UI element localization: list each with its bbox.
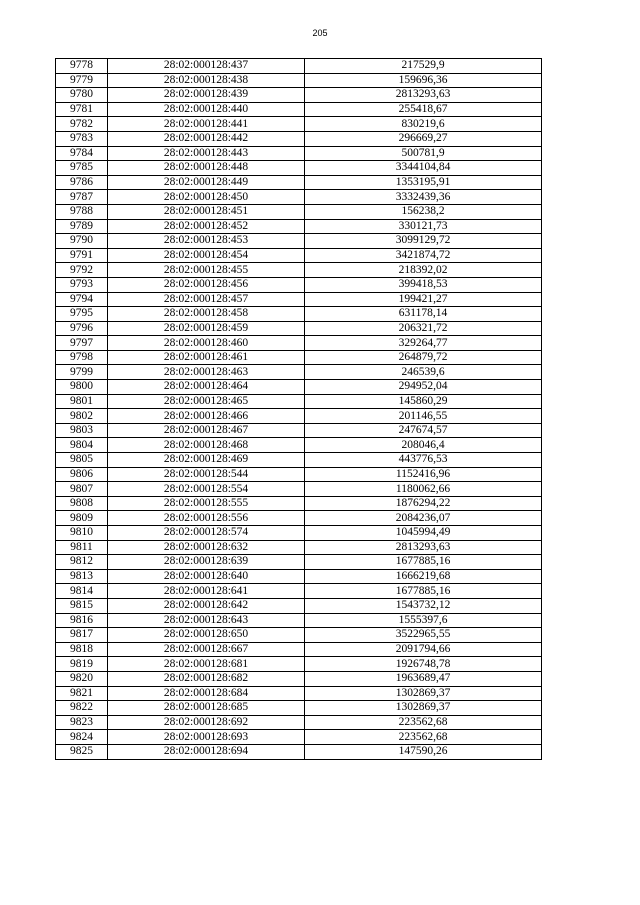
row-number-cell: 9815 xyxy=(56,598,108,613)
cadastral-number-cell: 28:02:000128:456 xyxy=(108,277,305,292)
cadastral-value-cell: 208046,4 xyxy=(305,438,542,453)
cadastral-value-cell: 830219,6 xyxy=(305,117,542,132)
table-row xyxy=(56,642,542,657)
cadastral-number-cell: 28:02:000128:458 xyxy=(108,307,305,322)
cadastral-number-cell: 28:02:000128:469 xyxy=(108,453,305,468)
cadastral-value-cell: 218392,02 xyxy=(305,263,542,278)
cadastral-number-cell: 28:02:000128:465 xyxy=(108,394,305,409)
cadastral-value-cell: 1180062,66 xyxy=(305,482,542,497)
cadastral-value-cell: 264879,72 xyxy=(305,350,542,365)
table-row xyxy=(56,671,542,686)
cadastral-number-cell: 28:02:000128:682 xyxy=(108,671,305,686)
cadastral-value-cell: 1045994,49 xyxy=(305,526,542,541)
cadastral-number-cell: 28:02:000128:574 xyxy=(108,526,305,541)
cadastral-value-cell: 223562,68 xyxy=(305,715,542,730)
table-row xyxy=(56,146,542,161)
table-row xyxy=(56,657,542,672)
table-row xyxy=(56,409,542,424)
table-row xyxy=(56,131,542,146)
table-row xyxy=(56,467,542,482)
cadastral-number-cell: 28:02:000128:642 xyxy=(108,598,305,613)
table-row xyxy=(56,321,542,336)
row-number-cell: 9792 xyxy=(56,263,108,278)
table-row xyxy=(56,380,542,395)
cadastral-value-cell: 2813293,63 xyxy=(305,540,542,555)
row-number-cell: 9789 xyxy=(56,219,108,234)
cadastral-value-cell: 223562,68 xyxy=(305,730,542,745)
cadastral-number-cell: 28:02:000128:643 xyxy=(108,613,305,628)
table-body xyxy=(56,59,542,760)
row-number-cell: 9818 xyxy=(56,642,108,657)
cadastral-number-cell: 28:02:000128:639 xyxy=(108,555,305,570)
row-number-cell: 9824 xyxy=(56,730,108,745)
cadastral-value-cell: 1963689,47 xyxy=(305,671,542,686)
table-row xyxy=(56,277,542,292)
table-row xyxy=(56,511,542,526)
cadastral-value-cell: 246539,6 xyxy=(305,365,542,380)
table-row xyxy=(56,73,542,88)
row-number-cell: 9822 xyxy=(56,701,108,716)
table-row xyxy=(56,569,542,584)
cadastral-value-cell: 3099129,72 xyxy=(305,234,542,249)
cadastral-number-cell: 28:02:000128:443 xyxy=(108,146,305,161)
cadastral-number-cell: 28:02:000128:437 xyxy=(108,59,305,74)
cadastral-value-cell: 399418,53 xyxy=(305,277,542,292)
cadastral-number-cell: 28:02:000128:451 xyxy=(108,204,305,219)
cadastral-value-cell: 217529,9 xyxy=(305,59,542,74)
row-number-cell: 9799 xyxy=(56,365,108,380)
cadastral-value-cell: 1677885,16 xyxy=(305,584,542,599)
row-number-cell: 9816 xyxy=(56,613,108,628)
cadastral-value-table xyxy=(55,58,542,760)
cadastral-number-cell: 28:02:000128:441 xyxy=(108,117,305,132)
cadastral-value-cell: 329264,77 xyxy=(305,336,542,351)
cadastral-value-cell: 500781,9 xyxy=(305,146,542,161)
page-number: 205 xyxy=(312,28,328,38)
cadastral-number-cell: 28:02:000128:452 xyxy=(108,219,305,234)
cadastral-value-cell: 330121,73 xyxy=(305,219,542,234)
row-number-cell: 9821 xyxy=(56,686,108,701)
cadastral-number-cell: 28:02:000128:448 xyxy=(108,161,305,176)
table-row xyxy=(56,102,542,117)
cadastral-value-cell: 2813293,63 xyxy=(305,88,542,103)
table-row xyxy=(56,59,542,74)
table-row xyxy=(56,613,542,628)
cadastral-value-cell: 3332439,36 xyxy=(305,190,542,205)
row-number-cell: 9782 xyxy=(56,117,108,132)
cadastral-number-cell: 28:02:000128:632 xyxy=(108,540,305,555)
cadastral-number-cell: 28:02:000128:693 xyxy=(108,730,305,745)
row-number-cell: 9808 xyxy=(56,496,108,511)
row-number-cell: 9801 xyxy=(56,394,108,409)
cadastral-value-cell: 2084236,07 xyxy=(305,511,542,526)
cadastral-value-cell: 147590,26 xyxy=(305,744,542,759)
cadastral-number-cell: 28:02:000128:449 xyxy=(108,175,305,190)
table-row xyxy=(56,555,542,570)
cadastral-value-cell: 201146,55 xyxy=(305,409,542,424)
row-number-cell: 9788 xyxy=(56,204,108,219)
cadastral-number-cell: 28:02:000128:544 xyxy=(108,467,305,482)
row-number-cell: 9790 xyxy=(56,234,108,249)
cadastral-value-cell: 3344104,84 xyxy=(305,161,542,176)
row-number-cell: 9823 xyxy=(56,715,108,730)
table-row xyxy=(56,744,542,759)
table-row xyxy=(56,526,542,541)
cadastral-number-cell: 28:02:000128:556 xyxy=(108,511,305,526)
table-row xyxy=(56,263,542,278)
table-row xyxy=(56,423,542,438)
row-number-cell: 9800 xyxy=(56,380,108,395)
table-row xyxy=(56,234,542,249)
cadastral-number-cell: 28:02:000128:685 xyxy=(108,701,305,716)
table-row xyxy=(56,730,542,745)
row-number-cell: 9783 xyxy=(56,131,108,146)
cadastral-value-cell: 206321,72 xyxy=(305,321,542,336)
cadastral-number-cell: 28:02:000128:460 xyxy=(108,336,305,351)
cadastral-number-cell: 28:02:000128:667 xyxy=(108,642,305,657)
row-number-cell: 9797 xyxy=(56,336,108,351)
table-row xyxy=(56,453,542,468)
cadastral-value-cell: 247674,57 xyxy=(305,423,542,438)
row-number-cell: 9812 xyxy=(56,555,108,570)
table-row xyxy=(56,161,542,176)
table-row xyxy=(56,438,542,453)
cadastral-value-cell: 1543732,12 xyxy=(305,598,542,613)
cadastral-number-cell: 28:02:000128:464 xyxy=(108,380,305,395)
row-number-cell: 9791 xyxy=(56,248,108,263)
row-number-cell: 9796 xyxy=(56,321,108,336)
row-number-cell: 9785 xyxy=(56,161,108,176)
cadastral-number-cell: 28:02:000128:455 xyxy=(108,263,305,278)
cadastral-number-cell: 28:02:000128:454 xyxy=(108,248,305,263)
table-row xyxy=(56,394,542,409)
row-number-cell: 9781 xyxy=(56,102,108,117)
row-number-cell: 9817 xyxy=(56,628,108,643)
table-row xyxy=(56,307,542,322)
row-number-cell: 9809 xyxy=(56,511,108,526)
cadastral-value-cell: 296669,27 xyxy=(305,131,542,146)
row-number-cell: 9813 xyxy=(56,569,108,584)
table-row xyxy=(56,482,542,497)
row-number-cell: 9784 xyxy=(56,146,108,161)
row-number-cell: 9802 xyxy=(56,409,108,424)
cadastral-number-cell: 28:02:000128:692 xyxy=(108,715,305,730)
table-row xyxy=(56,540,542,555)
cadastral-value-cell: 1926748,78 xyxy=(305,657,542,672)
cadastral-value-cell: 1302869,37 xyxy=(305,686,542,701)
cadastral-number-cell: 28:02:000128:555 xyxy=(108,496,305,511)
row-number-cell: 9811 xyxy=(56,540,108,555)
cadastral-number-cell: 28:02:000128:554 xyxy=(108,482,305,497)
cadastral-number-cell: 28:02:000128:440 xyxy=(108,102,305,117)
cadastral-number-cell: 28:02:000128:466 xyxy=(108,409,305,424)
table-row xyxy=(56,190,542,205)
row-number-cell: 9794 xyxy=(56,292,108,307)
cadastral-number-cell: 28:02:000128:641 xyxy=(108,584,305,599)
cadastral-number-cell: 28:02:000128:467 xyxy=(108,423,305,438)
table-row xyxy=(56,88,542,103)
row-number-cell: 9793 xyxy=(56,277,108,292)
table-row xyxy=(56,336,542,351)
table-row xyxy=(56,598,542,613)
cadastral-value-cell: 1555397,6 xyxy=(305,613,542,628)
table-row xyxy=(56,175,542,190)
cadastral-number-cell: 28:02:000128:463 xyxy=(108,365,305,380)
cadastral-value-cell: 443776,53 xyxy=(305,453,542,468)
table-row xyxy=(56,117,542,132)
cadastral-value-cell: 159696,36 xyxy=(305,73,542,88)
cadastral-number-cell: 28:02:000128:468 xyxy=(108,438,305,453)
cadastral-number-cell: 28:02:000128:438 xyxy=(108,73,305,88)
row-number-cell: 9806 xyxy=(56,467,108,482)
cadastral-value-cell: 145860,29 xyxy=(305,394,542,409)
cadastral-value-cell: 631178,14 xyxy=(305,307,542,322)
cadastral-number-cell: 28:02:000128:694 xyxy=(108,744,305,759)
row-number-cell: 9803 xyxy=(56,423,108,438)
row-number-cell: 9795 xyxy=(56,307,108,322)
cadastral-value-cell: 1666219,68 xyxy=(305,569,542,584)
table-row xyxy=(56,584,542,599)
row-number-cell: 9807 xyxy=(56,482,108,497)
table-row xyxy=(56,248,542,263)
table-row xyxy=(56,365,542,380)
row-number-cell: 9787 xyxy=(56,190,108,205)
cadastral-value-cell: 3421874,72 xyxy=(305,248,542,263)
row-number-cell: 9805 xyxy=(56,453,108,468)
table-row xyxy=(56,496,542,511)
cadastral-value-cell: 1302869,37 xyxy=(305,701,542,716)
cadastral-number-cell: 28:02:000128:640 xyxy=(108,569,305,584)
row-number-cell: 9819 xyxy=(56,657,108,672)
cadastral-number-cell: 28:02:000128:442 xyxy=(108,131,305,146)
row-number-cell: 9798 xyxy=(56,350,108,365)
row-number-cell: 9779 xyxy=(56,73,108,88)
table-row xyxy=(56,628,542,643)
row-number-cell: 9820 xyxy=(56,671,108,686)
cadastral-number-cell: 28:02:000128:450 xyxy=(108,190,305,205)
cadastral-value-cell: 1677885,16 xyxy=(305,555,542,570)
cadastral-value-cell: 1152416,96 xyxy=(305,467,542,482)
table-row xyxy=(56,292,542,307)
cadastral-value-cell: 156238,2 xyxy=(305,204,542,219)
cadastral-value-cell: 255418,67 xyxy=(305,102,542,117)
cadastral-number-cell: 28:02:000128:439 xyxy=(108,88,305,103)
cadastral-value-cell: 2091794,66 xyxy=(305,642,542,657)
row-number-cell: 9804 xyxy=(56,438,108,453)
cadastral-number-cell: 28:02:000128:459 xyxy=(108,321,305,336)
row-number-cell: 9825 xyxy=(56,744,108,759)
table-row xyxy=(56,204,542,219)
table-row xyxy=(56,686,542,701)
row-number-cell: 9778 xyxy=(56,59,108,74)
cadastral-number-cell: 28:02:000128:650 xyxy=(108,628,305,643)
row-number-cell: 9810 xyxy=(56,526,108,541)
cadastral-value-cell: 294952,04 xyxy=(305,380,542,395)
row-number-cell: 9814 xyxy=(56,584,108,599)
row-number-cell: 9786 xyxy=(56,175,108,190)
cadastral-number-cell: 28:02:000128:681 xyxy=(108,657,305,672)
cadastral-value-cell: 3522965,55 xyxy=(305,628,542,643)
table-row xyxy=(56,350,542,365)
table-row xyxy=(56,219,542,234)
table-row xyxy=(56,715,542,730)
cadastral-value-cell: 199421,27 xyxy=(305,292,542,307)
cadastral-number-cell: 28:02:000128:453 xyxy=(108,234,305,249)
cadastral-number-cell: 28:02:000128:684 xyxy=(108,686,305,701)
cadastral-value-cell: 1876294,22 xyxy=(305,496,542,511)
table-row xyxy=(56,701,542,716)
cadastral-value-cell: 1353195,91 xyxy=(305,175,542,190)
row-number-cell: 9780 xyxy=(56,88,108,103)
cadastral-number-cell: 28:02:000128:461 xyxy=(108,350,305,365)
cadastral-number-cell: 28:02:000128:457 xyxy=(108,292,305,307)
